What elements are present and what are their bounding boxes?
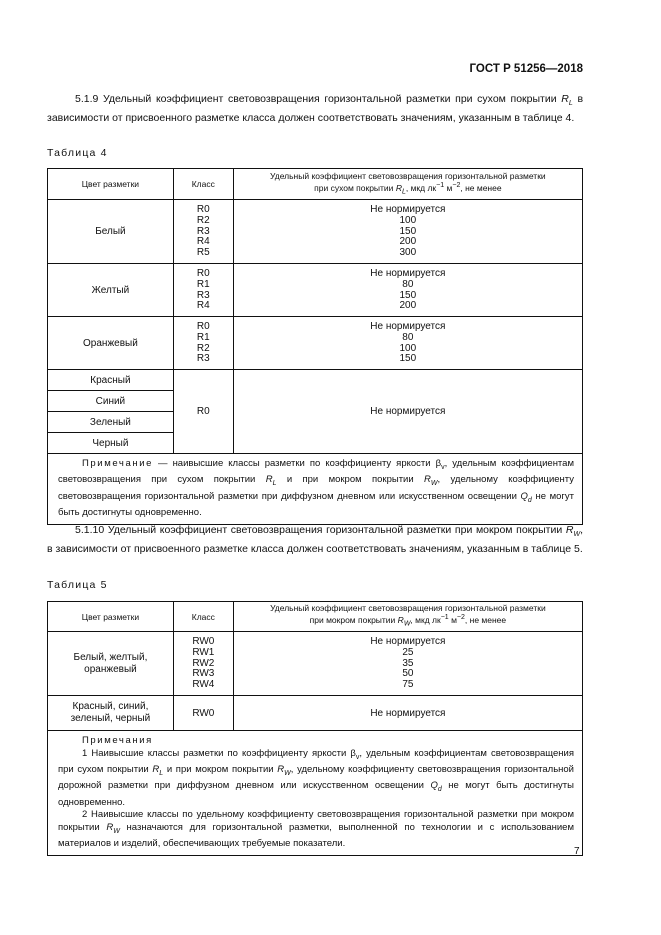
paragraph-5-1-9: 5.1.9 Удельный коэффициент световозвращения горизонтальной разметки при сухом покрытии $R_L$ в зависимости от присвоенного разметке класса должен соответствовать значениям, указанным в таблице 4. [47,93,584,125]
table-note-row [48,454,583,525]
value-cell: Не нормируется 80 150 200 [233,264,582,317]
color-cell: Белый [48,200,174,264]
color-cell: Белый, желтый, оранжевый [48,632,174,696]
table-4-caption: Таблица 4 [47,147,108,159]
header-color: Цвет разметки [48,169,174,200]
page-number: 7 [574,846,580,857]
table-row [48,264,583,317]
table-header-row [48,602,583,632]
paragraph-5-1-10: 5.1.10 Удельный коэффициент световозвращения горизонтальной разметки при мокром покрытии $R_W$, в зависимости от присвоенного разметке класса должен соответствовать значениям, указанным в таблице 5. [47,524,583,556]
class-cell: R0 R1 R3 R4 [173,264,233,317]
header-value: Удельный коэффициент световозвращения горизонтальной разметки при мокром покрытии $R_W$, мкд $лк^{-1}$ $м^{-2}$, не менее [233,602,582,632]
table-note: Примечание — наивысшие классы разметки по коэффициенту яркости $\beta_v$, удельным коэффициентам световозвращения при сухом покрытии $R_L$ и при мокром покрытии $R_W$, удельному коэффициенту световозвращения горизонтальной разметки при диффузном дневном или искусственном освещении $Q_d$ не могут быть достигнуты одновременно. [48,454,583,525]
header-color: Цвет разметки [48,602,174,632]
header-class: Класс [173,602,233,632]
table-5 [47,601,583,856]
table-row [48,200,583,264]
color-cell: Черный [48,433,174,454]
note-2: 2 Наивысшие классы по удельному коэффициенту световозвращения горизонтальной разметки при мокром покрытии $R_W$ назначаются для горизонтальной разметки, выполненной по технологии и с использованием материалов и изделий, обеспечивающих требуемые показатели. [58,809,574,850]
value-cell: Не нормируется [233,696,582,731]
class-cell: R0 [173,370,233,454]
color-cell: Зеленый [48,412,174,433]
color-cell: Оранжевый [48,317,174,370]
header-value: Удельный коэффициент световозвращения горизонтальной разметки при сухом покрытии $R_L$, мкд $лк^{-1}$ $м^{-2}$, не менее [233,169,582,200]
table-row [48,317,583,370]
class-cell: RW0 [173,696,233,731]
value-cell: Не нормируется [233,370,582,454]
class-cell: RW0 RW1 RW2 RW3 RW4 [173,632,233,696]
table-header-row [48,169,583,200]
note-1: 1 Наивысшие классы разметки по коэффициенту яркости $\beta_v$, удельным коэффициентам световозвращения при сухом покрытии $R_L$ и при мокром покрытии $R_W$, удельному коэффициенту световозвращения горизонтальной дорожной разметки при диффузном дневном или искусственном освещении $Q_d$ не могут быть достигнуты одновременно. [58,747,574,808]
table-notes: Примечания 1 Наивысшие классы разметки по коэффициенту яркости $\beta_v$, удельным коэффициентам световозвращения при сухом покрытии $R_L$ и при мокром покрытии $R_W$, удельному коэффициенту световозвращения горизонтальной дорожной разметки при диффузном дневном или искусственном освещении $Q_d$ не могут быть достигнуты одновременно. 2 Наивысшие классы по удельному коэффициенту световозвращения горизонтальной разметки при мокром покрытии $R_W$ назначаются для горизонтальной разметки, выполненной по технологии и с использованием материалов и изделий, обеспечивающих требуемые показатели. [48,731,583,856]
table-row [48,632,583,696]
color-cell: Красный [48,370,174,391]
color-cell: Синий [48,391,174,412]
value-cell: Не нормируется 100 150 200 300 [233,200,582,264]
value-cell: Не нормируется 80 100 150 [233,317,582,370]
color-cell: Желтый [48,264,174,317]
color-cell: Красный, синий, зеленый, черный [48,696,174,731]
table-note-row [48,731,583,856]
class-cell: R0 R2 R3 R4 R5 [173,200,233,264]
table-row [48,370,583,391]
standard-designation: ГОСТ Р 51256—2018 [469,63,583,75]
class-cell: R0 R1 R2 R3 [173,317,233,370]
value-cell: Не нормируется 25 35 50 75 [233,632,582,696]
table-5-caption: Таблица 5 [47,579,108,591]
table-row [48,696,583,731]
header-class: Класс [173,169,233,200]
table-4 [47,168,583,525]
